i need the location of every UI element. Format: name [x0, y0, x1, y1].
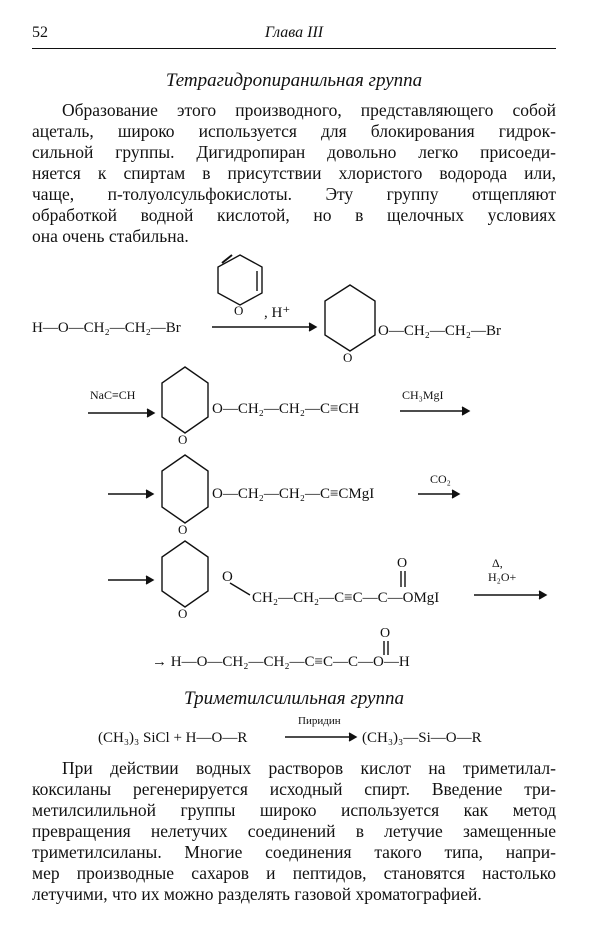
paragraph-thp: [32, 100, 556, 247]
svg-text:O: O: [222, 569, 233, 585]
product-4-chain: CH₂—CH₂—C≡C—C—OMgI: [252, 590, 440, 606]
text-line: чаще, п-толуолсульфокислоты. Эту группу отщепляют: [32, 184, 556, 204]
paragraph-tms: [32, 758, 556, 905]
equation-right: (CH₃)₃—Si—O—R: [362, 730, 482, 746]
text-line: Образование этого производного, представляющего собой: [62, 100, 556, 120]
thp-ring-2: [162, 367, 208, 447]
reactant-formula: H—O—CH₂—CH₂—Br: [32, 320, 181, 336]
product-2-formula: O—CH₂—CH₂—C≡CH: [212, 401, 360, 417]
text-line: коксиланы регенерируется исходный спирт. Введение три-: [32, 779, 556, 799]
chapter-title: Глава III: [264, 24, 324, 41]
svg-text:O: O: [178, 432, 188, 447]
thp-ring-1: [325, 285, 375, 365]
page-header: [32, 24, 556, 49]
text-line: метилсилильной группы широко используется как метод: [32, 800, 556, 820]
equation-left: (CH₃)₃ SiCl + H—O—R: [98, 730, 248, 746]
product-3-formula: O—CH₂—CH₂—C≡CMgI: [212, 486, 375, 502]
text-line: она очень стабильна.: [32, 226, 189, 246]
text-line: триметилсиланы. Многие соединения такого типа, напри-: [32, 842, 556, 862]
text-line: мер производные сахаров и пептидов, становятся настолько: [32, 863, 556, 883]
text-line: сильной группы. Дигидропиран довольно легко присоеди-: [32, 142, 556, 162]
svg-text:O: O: [343, 350, 353, 365]
reagent-heat: Δ,: [492, 556, 503, 570]
text-line: превращения нелетучих соединений в летучие замещенные: [32, 821, 556, 841]
text-line: ацеталь, широко используется для блокирования гидрок-: [32, 121, 556, 141]
dihydropyran-structure: [218, 255, 262, 318]
tms-equation: [0, 712, 600, 752]
page-number: 52: [32, 24, 48, 41]
thp-ring-4: [162, 541, 208, 621]
svg-text:O: O: [234, 303, 244, 318]
reagent-h2o: H₂O+: [488, 570, 517, 584]
final-product-formula: → H—O—CH₂—CH₂—C≡C—C—O—H: [152, 654, 410, 670]
svg-text:O: O: [178, 522, 188, 537]
section-title-tms: Триметилсилильная группа: [184, 688, 404, 709]
reagent-co2: CO₂: [430, 472, 451, 486]
equation-reagent: Пиридин: [298, 715, 341, 727]
carbonyl-o-4: O: [397, 556, 408, 571]
carbonyl-o-final: O: [380, 626, 391, 641]
text-line: летучими, что их можно разделять газовой хроматографией.: [32, 884, 482, 904]
reaction-scheme: [0, 245, 600, 685]
catalyst-label: , H⁺: [264, 305, 291, 321]
section-title-thp: Тетрагидропиранильная группа: [165, 70, 423, 91]
text-line: При действии водных растворов кислот на триметилал-: [62, 758, 556, 778]
reagent-nacch: NaC≡CH: [90, 388, 136, 402]
text-line: няется к спиртам в присутствии хлористого водорода или,: [32, 163, 556, 183]
product-1-formula: O—CH₂—CH₂—Br: [378, 323, 501, 339]
thp-ring-3: [162, 455, 208, 537]
svg-text:O: O: [178, 606, 188, 621]
reagent-ch3mgi: CH₃MgI: [402, 388, 444, 402]
text-line: обработкой водной кислотой, но в щелочных условиях: [32, 205, 556, 225]
